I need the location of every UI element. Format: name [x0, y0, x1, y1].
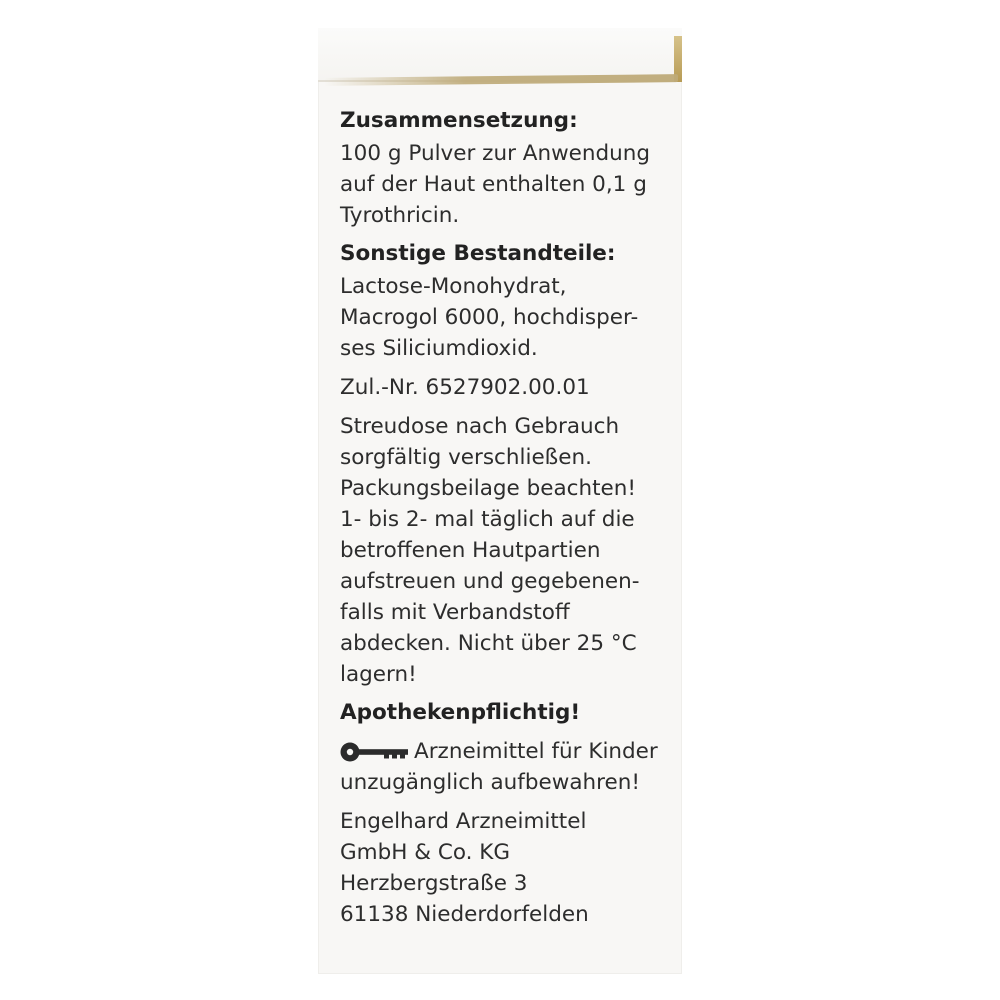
other-ingredients-line: Macrogol 6000, hochdisper- [340, 305, 639, 330]
other-ingredients-line: ses Siliciumdioxid. [340, 336, 538, 361]
instructions-line: betroffenen Hautpartien [340, 538, 601, 563]
approval-number: Zul.-Nr. 6527902.00.01 [340, 375, 590, 400]
instructions-line: aufstreuen und gegebenen- [340, 569, 640, 594]
other-ingredients-heading: Sonstige Bestandteile: [340, 241, 616, 266]
instructions-line: Streudose nach Gebrauch [340, 414, 620, 439]
children-warning-first-line [340, 736, 670, 767]
instructions-text [340, 411, 670, 690]
other-ingredients-line: Lactose-Monohydrat, [340, 274, 567, 299]
composition-line: auf der Haut enthalten 0,1 g [340, 172, 647, 197]
manufacturer-line: Herzbergstraße 3 [340, 871, 528, 896]
composition-line: 100 g Pulver zur Anwendung [340, 141, 651, 166]
composition-line: Tyrothricin. [340, 203, 460, 228]
instructions-line: sorgfältig verschließen. [340, 445, 592, 470]
manufacturer-line: Engelhard Arzneimittel [340, 809, 587, 834]
composition-text [340, 138, 670, 231]
instructions-line: 1- bis 2- mal täglich auf die [340, 507, 635, 532]
children-warning-line: Arzneimittel für Kinder [414, 739, 658, 764]
manufacturer-address [340, 806, 670, 930]
children-warning [340, 736, 670, 798]
manufacturer-line: GmbH & Co. KG [340, 840, 511, 865]
children-warning-line: unzugänglich aufbewahren! [340, 770, 640, 795]
package-side-panel [318, 28, 682, 974]
instructions-line: abdecken. Nicht über 25 °C [340, 631, 637, 656]
instructions-line: lagern! [340, 662, 417, 687]
instructions-line: Packungsbeilage beachten! [340, 476, 636, 501]
key-icon [340, 742, 410, 762]
instructions-line: falls mit Verbandstoff [340, 600, 570, 625]
composition-heading: Zusammensetzung: [340, 108, 578, 133]
label-text [340, 106, 670, 930]
manufacturer-line: 61138 Niederdorfelden [340, 902, 589, 927]
pharmacy-only-heading: Apothekenpflichtig! [340, 700, 581, 725]
other-ingredients-text [340, 271, 670, 364]
